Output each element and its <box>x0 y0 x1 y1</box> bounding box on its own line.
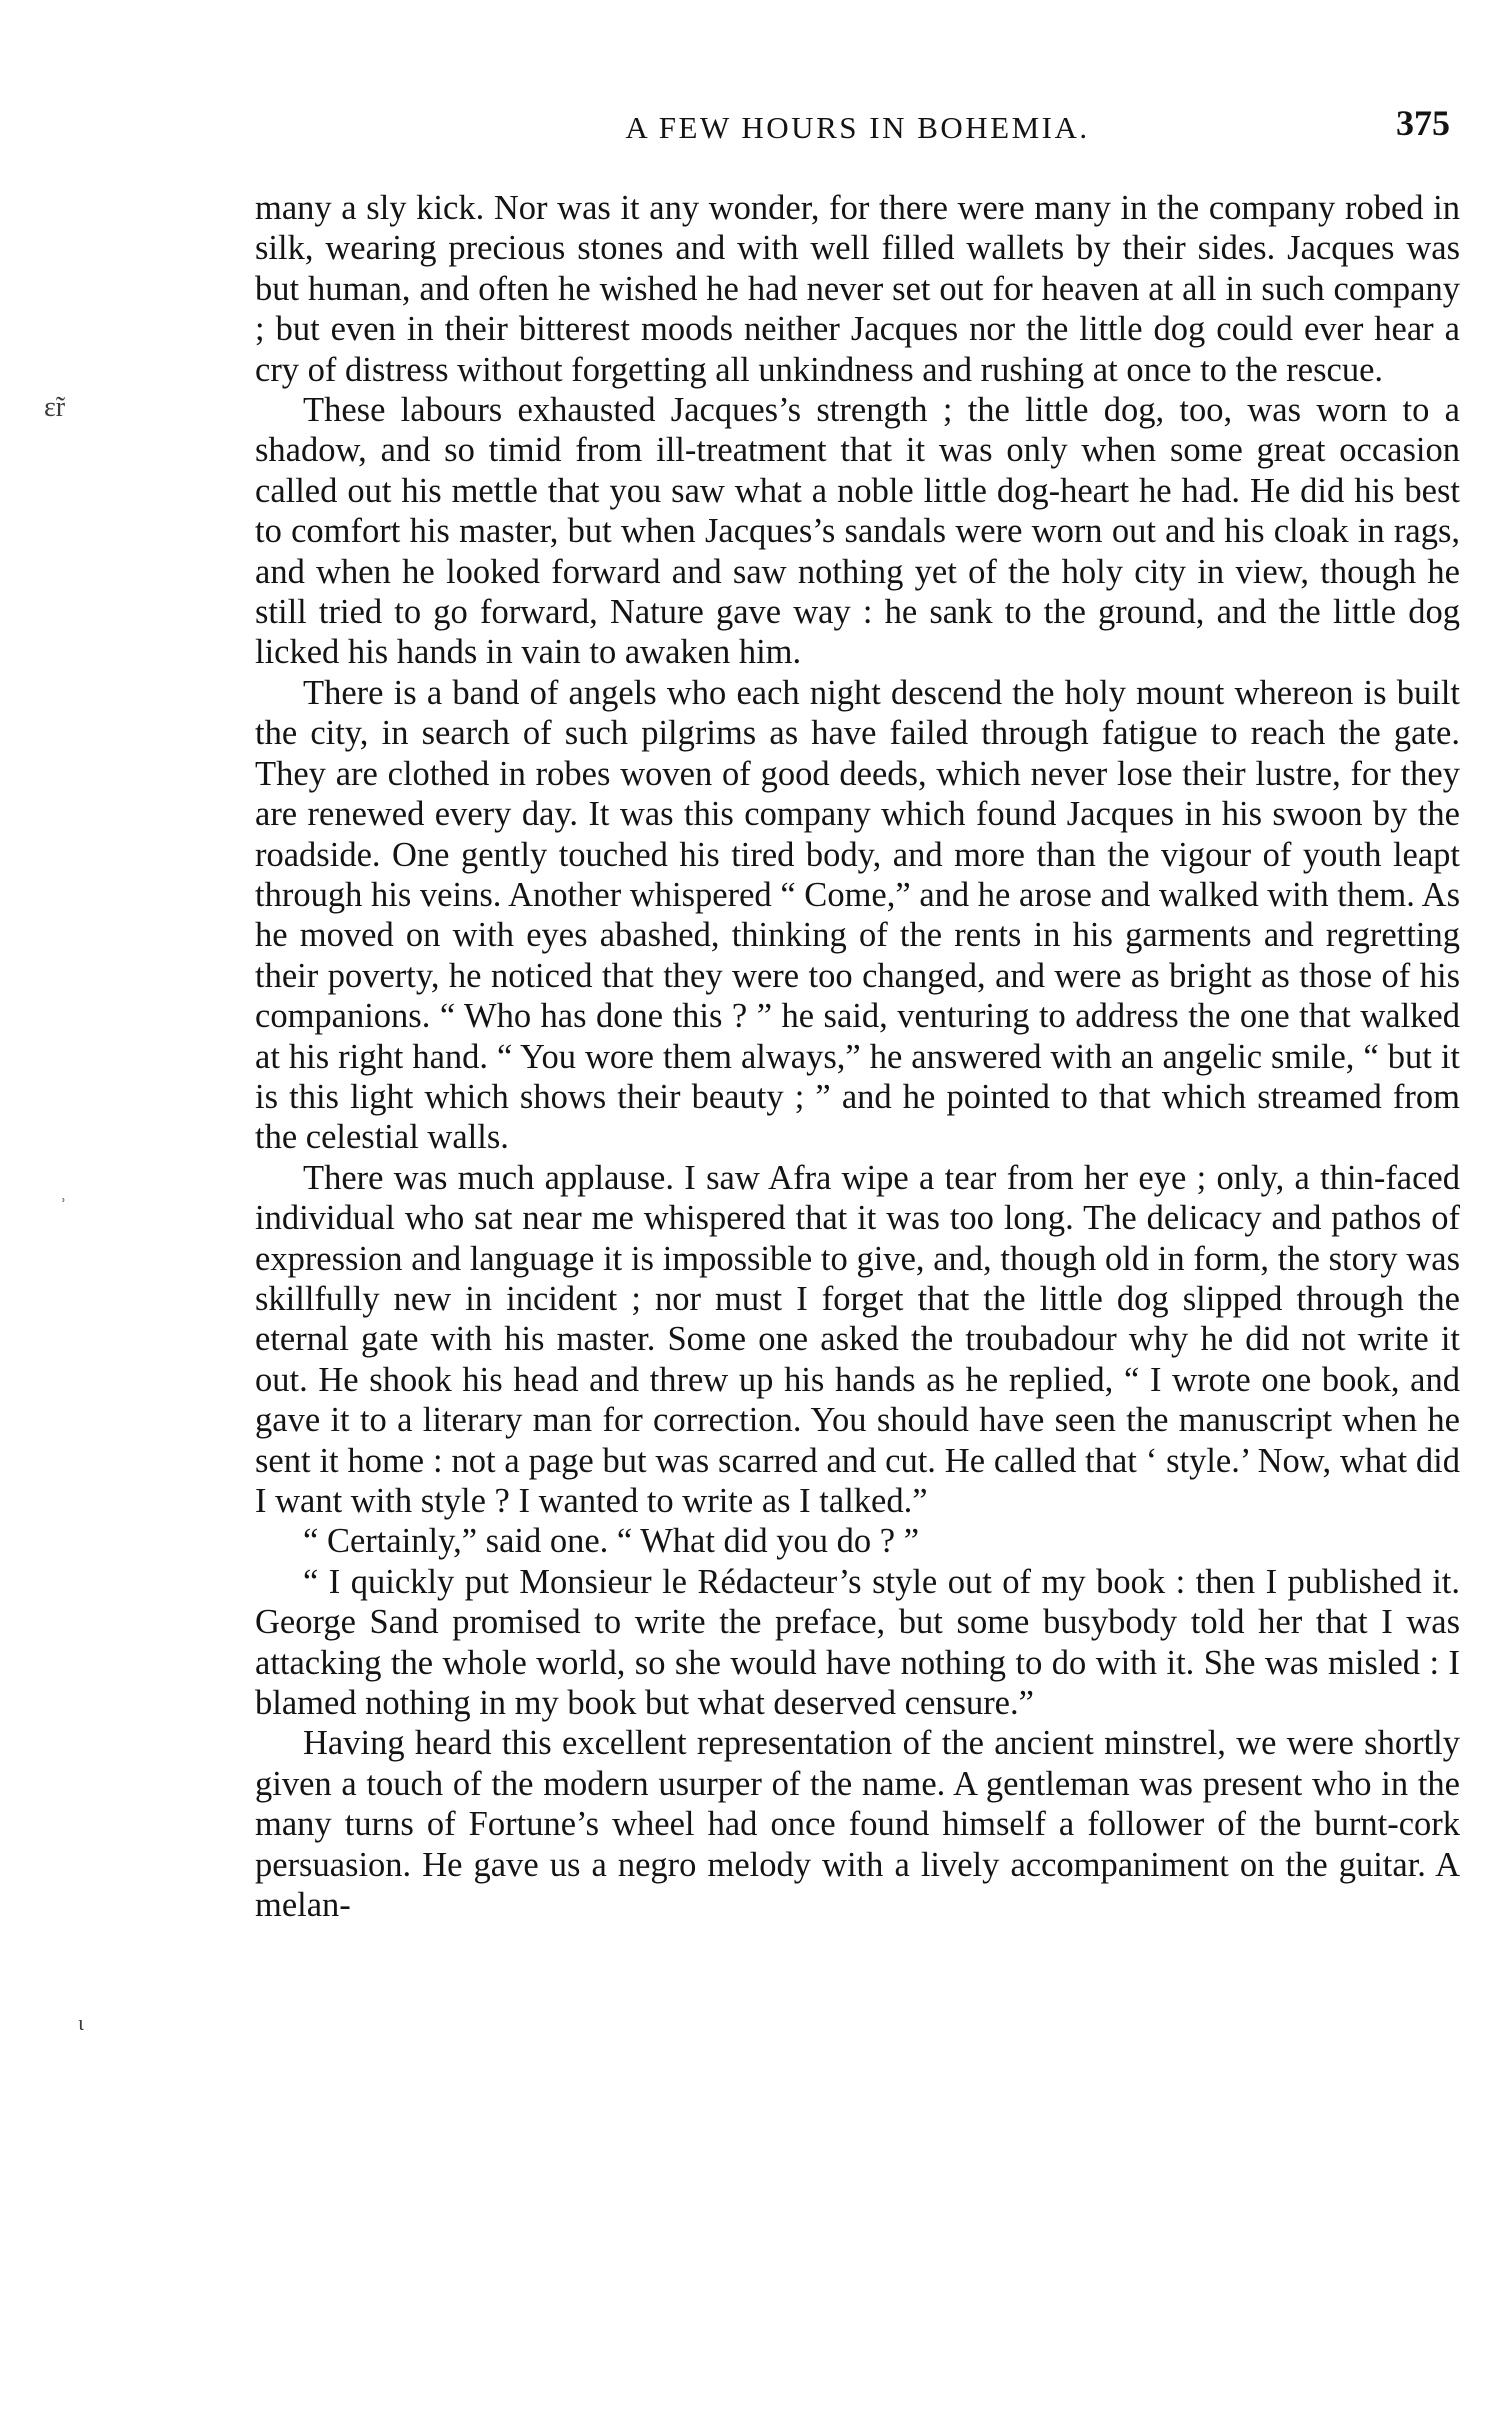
paragraph: “ Certainly,” said one. “ What did you do ? ” <box>303 1522 920 1561</box>
paragraph: “ I quickly put Monsieur le Rédacteur’s style out of my book : then I published it. George Sand promised to write the preface, but some busybody told her that I was attacking the whole world, so she would have nothing to do with it. She was misled : I blamed nothing in my book but what deserved censure.” <box>255 1562 1460 1723</box>
paragraph: There was much applause. I saw Afra wipe a tear from her eye ; only, a thin-faced individual who sat near me whispered that it was too long. The delicacy and pathos of expression and language it is impossible to give, and, though old in form, the story was skillfully new in incident ; nor must I forget that the little dog slipped through the eternal gate with his master. Some one asked the troubadour why he did not write it out. He shook his head and threw up his hands as he replied, “ I wrote one book, and gave it to a literary man for correction. You should have seen the manuscript when he sent it home : not a page but was scarred and cut. He called that ‘ style.’ Now, what did I want with style ? I wanted to write as I talked.” <box>255 1158 1460 1520</box>
paragraph-continuation: many a sly kick. Nor was it any wonder, for there were many in the company robed in silk, wearing precious stones and with well filled wallets by their sides. Jacques was but human, and often he wished he had never set out for heaven at all in such company ; but even in their bitterest moods neither Jacques nor the little dog could ever hear a cry of distress without forgetting all unkindness and rushing at once to the rescue. <box>255 189 1460 389</box>
paragraph: There is a band of angels who each night descend the holy mount whereon is built the city, in search of such pilgrims as have failed through fatigue to reach the gate. They are clothed in robes woven of good deeds, which never lose their lustre, for they are renewed every day. It was this company which found Jacques in his swoon by the roadside. One gently touched his tired body, and more than the vigour of youth leapt through his veins. Another whispered “ Come,” and he arose and walked with them. As he moved on with eyes abashed, thinking of the rents in his garments and regretting their poverty, he noticed that they were too changed, and were as bright as those of his companions. “ Who has done this ? ” he said, venturing to address the one that walked at his right hand. “ You wore them always,” he answered with an angelic smile, “ but it is this light which shows their beauty ; ” and he pointed to that which streamed from the celestial walls. <box>255 673 1460 1157</box>
margin-mark: ɩ <box>78 2010 84 2035</box>
page-number: 375 <box>1396 103 1450 143</box>
margin-mark: ɛ̃r <box>44 392 66 423</box>
running-head <box>255 100 1460 160</box>
margin-mark: ˒ <box>60 1186 67 1208</box>
running-title: A FEW HOURS IN BOHEMIA. <box>625 110 1090 145</box>
paragraph: These labours exhausted Jacques’s strength ; the little dog, too, was worn to a shadow, and so timid from ill-treatment that it was only when some great occasion called out his mettle that you saw what a noble little dog-heart he had. He did his best to comfort his master, but when Jacques’s sandals were worn out and his cloak in rags, and when he looked forward and saw nothing yet of the holy city in view, though he still tried to go forward, Nature gave way : he sank to the ground, and the little dog licked his hands in vain to awaken him. <box>255 391 1460 672</box>
body-text <box>255 188 1460 1925</box>
paragraph: Having heard this excellent representation of the ancient minstrel, we were shortly given a touch of the modern usurper of the name. A gentleman was present who in the many turns of Fortune’s wheel had once found himself a follower of the burnt-cork persuasion. He gave us a negro melody with a lively accompaniment on the guitar. A melan- <box>255 1724 1460 1925</box>
